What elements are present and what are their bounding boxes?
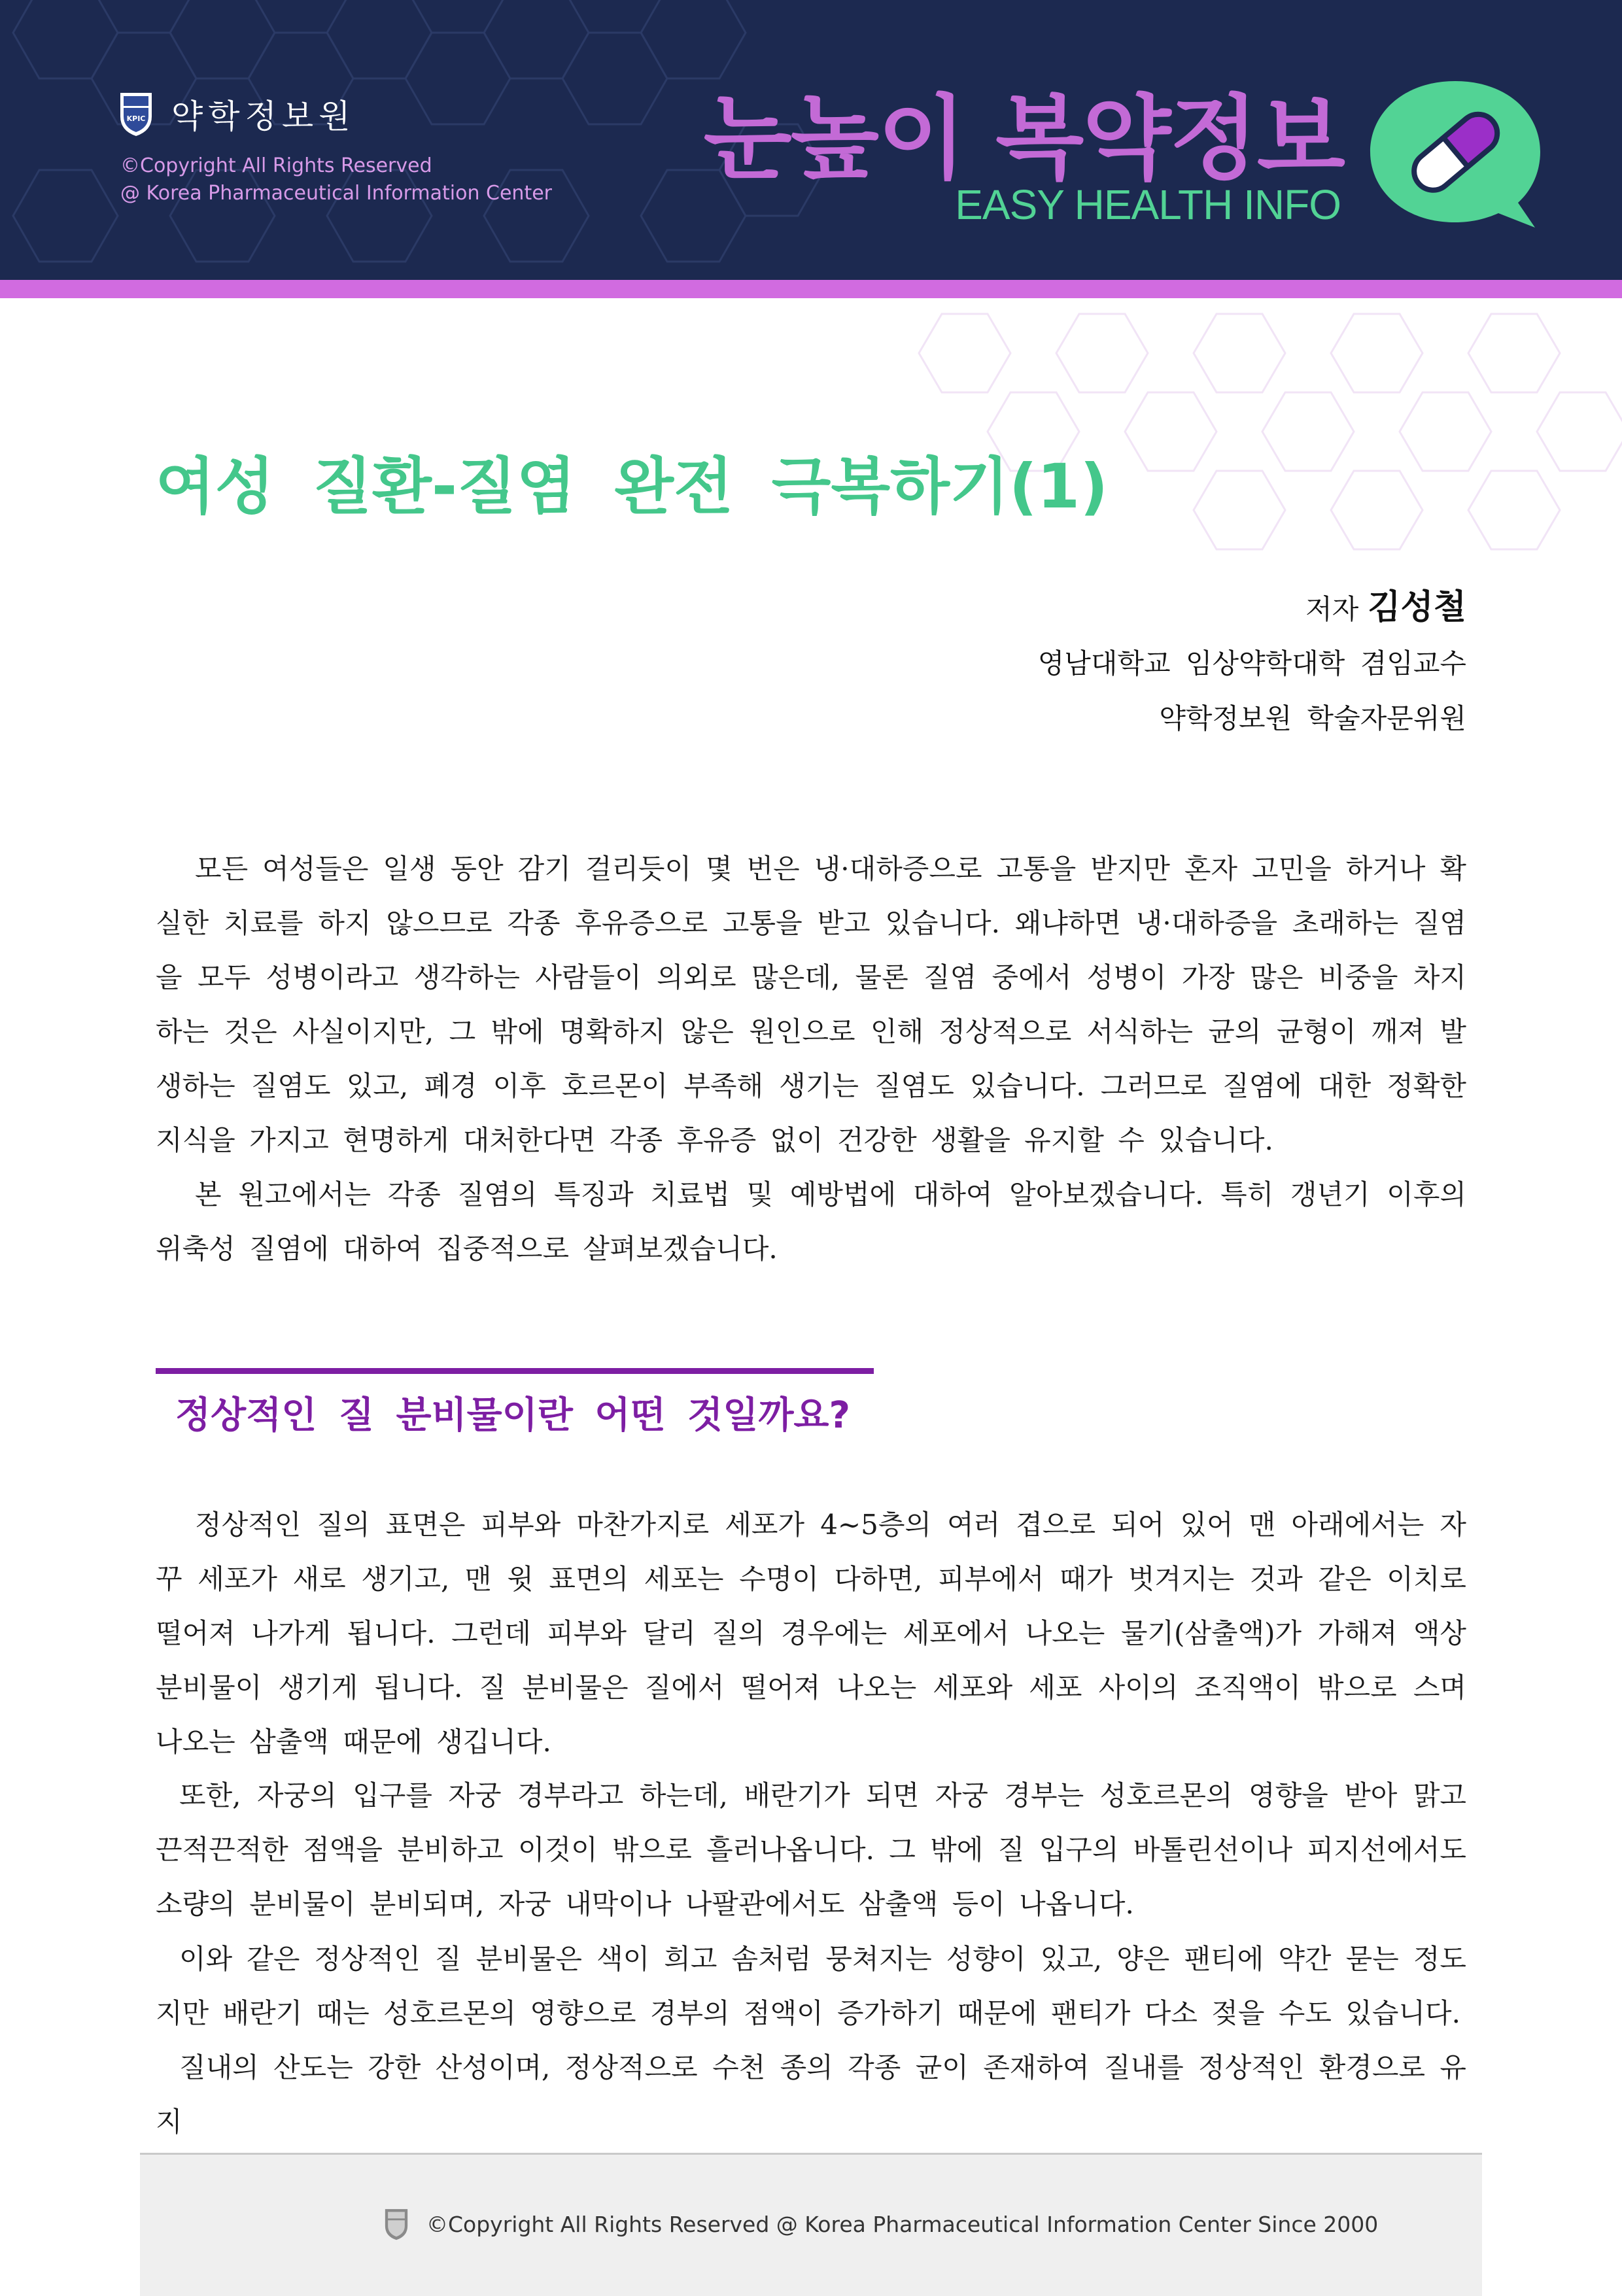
section-paragraph-4: 질내의 산도는 강한 산성이며, 정상적으로 수천 종의 각종 균이 존재하여 질내를 정상적인 환경으로 유지 (156, 2051, 1466, 2138)
author-line (1305, 579, 1466, 628)
author-affiliation-2: 약학정보원 학술자문위원 (1159, 702, 1466, 734)
pill-speech-bubble-icon (1364, 73, 1547, 230)
article-title: 여성 질환-질염 완전 극복하기(1) (156, 451, 1109, 523)
section-heading: 정상적인 질 분비물이란 어떤 것일까요? (175, 1394, 851, 1437)
page-footer (140, 2153, 1482, 2296)
svg-text:KPIC: KPIC (126, 114, 146, 123)
intro-paragraph-2: 본 원고에서는 각종 질염의 특징과 치료법 및 예방법에 대하여 알아보겠습니다. 특히 갱년기 이후의 위축성 질염에 대하여 집중적으로 살펴보겠습니다. (156, 1178, 1466, 1265)
section-paragraph-1: 정상적인 질의 표면은 피부와 마찬가지로 세포가 4~5층의 여러 겹으로 되어 있어 맨 아래에서는 자꾸 세포가 새로 생기고, 맨 윗 표면의 세포는 수명이 다하면, 피부에서 때가 벗겨지는 것과 같은 이치로 떨어져 나가게 됩니다. 그런데 피부와 달리 질의 경우에는 세포에서 나오는 물기(삼출액)가 가해져 액상 분비물이 생기게 됩니다. 질 분비물은 질에서 떨어져 나오는 세포와 세포 사이의 조직액이 밖으로 스며 나오는 삼출액 때문에 생깁니다. (156, 1509, 1466, 1758)
shield-icon (383, 2207, 409, 2241)
brand-subtitle: EASY HEALTH INFO (955, 181, 1341, 228)
intro-paragraph-1: 모든 여성들은 일생 동안 감기 걸리듯이 몇 번은 냉·대하증으로 고통을 받지만 혼자 고민을 하거나 확실한 치료를 하지 않으므로 각종 후유증으로 고통을 받고 있습니다. 왜냐하면 냉·대하증을 초래하는 질염을 모두 성병이라고 생각하는 사람들이 의외로 많은데, 물론 질염 중에서 성병이 가장 많은 비중을 차지하는 것은 사실이지만, 그 밖에 명확하지 않은 원인으로 인해 정상적으로 서식하는 균의 균형이 깨져 발생하는 질염도 있고, 폐경 이후 호르몬이 부족해 생기는 질염도 있습니다. 그러므로 질염에 대한 정확한 지식을 가지고 현명하게 대처한다면 각종 후유증 없이 건강한 생활을 유지할 수 있습니다. (156, 853, 1466, 1156)
section-divider (156, 1368, 874, 1374)
shield-icon (118, 90, 154, 137)
section-paragraph-2: 또한, 자궁의 입구를 자궁 경부라고 하는데, 배란기가 되면 자궁 경부는 성호르몬의 영향을 받아 맑고 끈적끈적한 점액을 분비하고 이것이 밖으로 흘러나옵니다. 그 밖에 질 입구의 바톨린선이나 피지선에서도 소량의 분비물이 분비되며, 자궁 내막이나 나팔관에서도 삼출액 등이 나옵니다. (156, 1779, 1466, 1920)
org-name: 약학정보원 (171, 97, 356, 135)
page-header (0, 0, 1622, 280)
org-logo (118, 90, 356, 137)
section-paragraph-3: 이와 같은 정상적인 질 분비물은 색이 희고 솜처럼 뭉쳐지는 성향이 있고, 양은 팬티에 약간 묻는 정도지만 배란기 때는 성호르몬의 영향으로 경부의 점액이 증가하기 때문에 팬티가 다소 젖을 수도 있습니다. (156, 1943, 1466, 2029)
author-label: 저자 (1305, 593, 1359, 625)
footer-copyright: ©Copyright All Rights Reserved @ Korea Pharmaceutical Information Center Since 2000 (426, 2211, 1379, 2237)
header-copyright-line2: @ Korea Pharmaceutical Information Center (120, 182, 552, 205)
header-copyright-line1: ©Copyright All Rights Reserved (120, 154, 432, 177)
brand-title: 눈높이 복약정보 (703, 86, 1344, 192)
author-affiliation-1: 영남대학교 임상약학대학 겸임교수 (1037, 647, 1466, 679)
author-name: 김성철 (1368, 588, 1466, 627)
